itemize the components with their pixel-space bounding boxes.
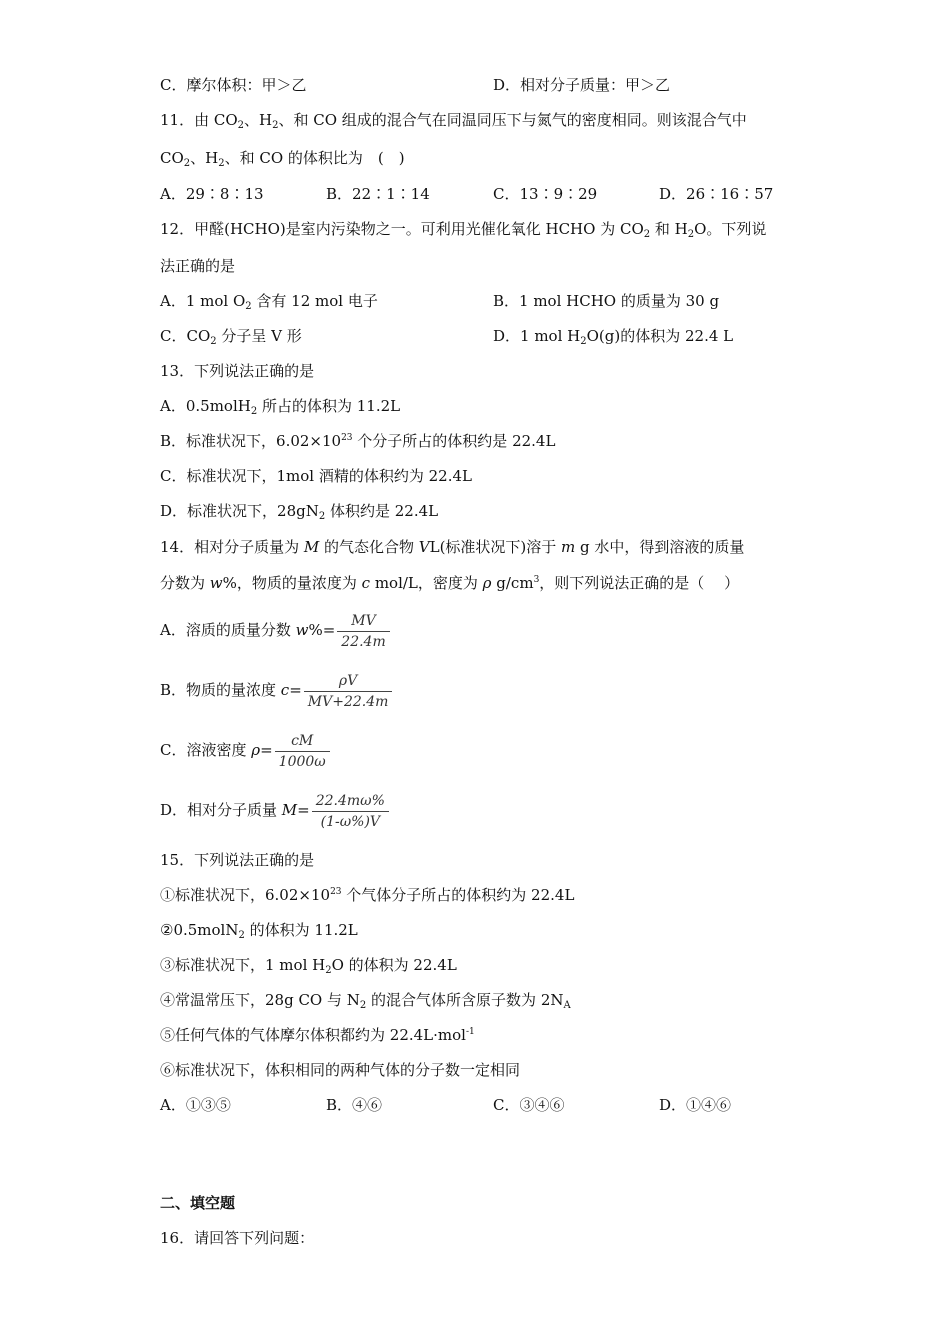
q14-option-b: B．物质的量浓度 c= $\frac{\rho V}{MV+22.4m}$ bbox=[160, 670, 392, 710]
q15-statement-4: ④常温常压下，28g CO 与 $N_2$ 的混合气体所含原子数为 $2N_A$ bbox=[160, 991, 571, 1011]
q15-option-d: D．①④⑥ bbox=[659, 1096, 732, 1114]
q12-option-c: C．$CO_2$ 分子呈 V 形 bbox=[160, 327, 302, 347]
q14-option-d: D．相对分子质量 M= $\frac{22.4m\omega\%}{(1-\omega\%)V}$ bbox=[160, 790, 389, 830]
q13-stem: 13．下列说法正确的是 bbox=[160, 362, 315, 380]
q15-statement-6: ⑥标准状况下，体积相同的两种气体的分子数一定相同 bbox=[160, 1061, 521, 1079]
q14-stem-line1: 14．相对分子质量为 M 的气态化合物 VL(标准状况下)溶于 m g 水中，得到溶液的质量 bbox=[160, 538, 745, 556]
q15-statement-3: ③标准状况下，1 mol $H_2O$ 的体积为 22.4L bbox=[160, 956, 457, 976]
q12-option-b: B．1 mol HCHO 的质量为 30 g bbox=[493, 292, 720, 310]
q11-stem-line1: 11．由 $CO_2$、$H_2$、和 CO 组成的混合气在同温同压下与氮气的密度相同。则该混合气中 bbox=[160, 111, 747, 131]
q11-stem-line2: $CO_2$、$H_2$、和 CO 的体积比为 ( ) bbox=[160, 149, 405, 169]
q15-option-b: B．④⑥ bbox=[326, 1096, 383, 1114]
q14-stem-line2: 分数为 w%，物质的量浓度为 c mol/L，密度为 ρ $g/cm^3$，则下列说法正确的是（ ） bbox=[160, 574, 740, 592]
q14-option-a: A．溶质的质量分数 w%= $\frac{MV}{22.4m}$ bbox=[160, 610, 390, 650]
q15-option-a: A．①③⑤ bbox=[160, 1096, 231, 1114]
q13-option-d: D．标准状况下，$28gN_2$ 体积约是 22.4L bbox=[160, 502, 439, 522]
q12-stem-line2: 法正确的是 bbox=[160, 257, 236, 275]
q15-statement-5: ⑤任何气体的气体摩尔体积都约为 22.4L·mol$^{-1}$ bbox=[160, 1026, 475, 1044]
q13-option-c: C．标准状况下，1mol 酒精的体积约为 22.4L bbox=[160, 467, 472, 485]
q11-option-a: A．29∶8∶13 bbox=[160, 185, 264, 203]
q12-stem-line1: 12．甲醛(HCHO)是室内污染物之一。可利用光催化氧化 HCHO 为 $CO_2$ 和 $H_2O$。下列说 bbox=[160, 220, 767, 240]
section-title-fill-in: 二、填空题 bbox=[160, 1194, 236, 1212]
q13-option-a: A．0.5molH$_2$ 所占的体积为 11.2L bbox=[160, 397, 401, 417]
q10-option-d: D．相对分子质量：甲＞乙 bbox=[493, 76, 671, 94]
q15-statement-1: ①标准状况下，$6.02\times 10^{23}$ 个气体分子所占的体积约为 22.4L bbox=[160, 886, 575, 904]
q15-option-c: C．③④⑥ bbox=[493, 1096, 565, 1114]
q11-option-b: B．22∶1∶14 bbox=[326, 185, 430, 203]
q15-stem: 15．下列说法正确的是 bbox=[160, 851, 315, 869]
q14-option-c: C．溶液密度 ρ= $\frac{cM}{1000\omega}$ bbox=[160, 730, 330, 770]
q11-option-c: C．13∶9∶29 bbox=[493, 185, 598, 203]
q13-option-b: B．标准状况下，$6.02\times 10^{23}$ 个分子所占的体积约是 22.4L bbox=[160, 432, 556, 450]
fraction: $\frac{22.4m\omega\%}{(1-\omega\%)V}$ bbox=[312, 793, 389, 830]
q16-stem: 16．请回答下列问题： bbox=[160, 1229, 315, 1247]
fraction: $\frac{MV}{22.4m}$ bbox=[337, 613, 389, 650]
fraction: $\frac{cM}{1000\omega}$ bbox=[275, 733, 330, 770]
fraction: $\frac{\rho V}{MV+22.4m}$ bbox=[304, 673, 393, 710]
q12-option-d: D．1 mol $H_2O(g)$的体积为 22.4 L bbox=[493, 327, 734, 347]
q12-option-a: A．1 mol $O_2$ 含有 12 mol 电子 bbox=[160, 292, 378, 312]
q15-statement-2: ②0.5molN$_2$ 的体积为 11.2L bbox=[160, 921, 358, 941]
q10-option-c: C．摩尔体积：甲＞乙 bbox=[160, 76, 307, 94]
q11-option-d: D．26∶16∶57 bbox=[659, 185, 774, 203]
